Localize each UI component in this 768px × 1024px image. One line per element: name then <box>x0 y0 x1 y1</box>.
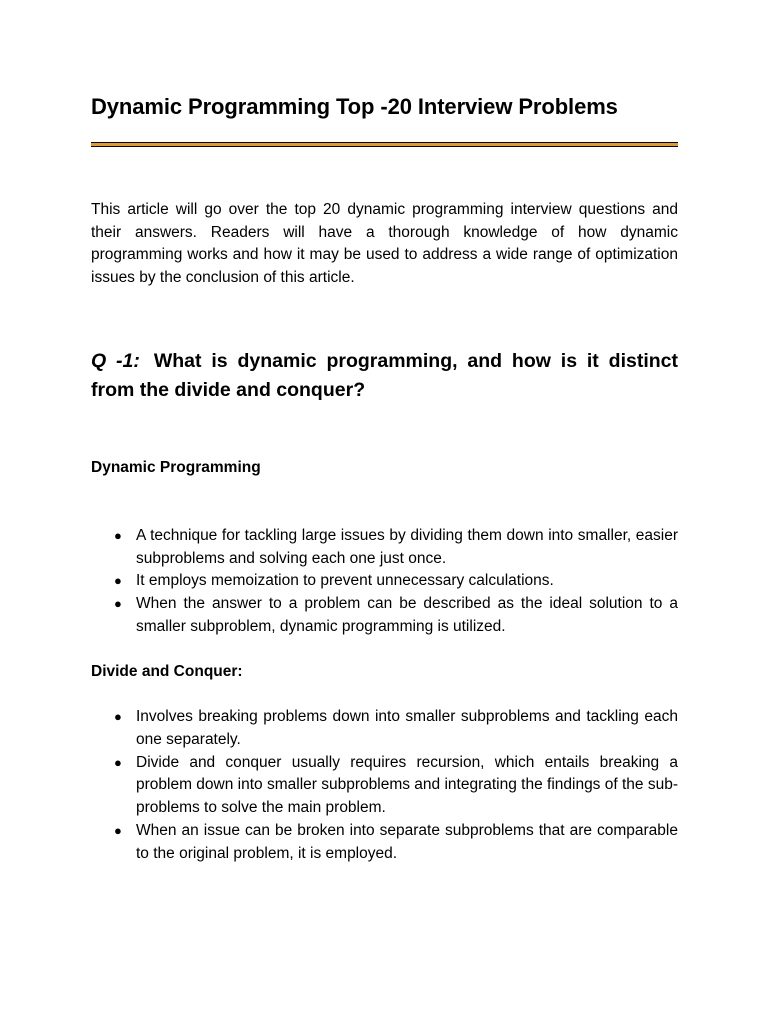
bullet-icon: ● <box>114 573 122 589</box>
list-item <box>114 820 678 865</box>
section-heading-divide-and-conquer: Divide and Conquer: <box>91 663 243 681</box>
page-title: Dynamic Programming Top -20 Interview Problems <box>91 94 618 119</box>
section-heading-dynamic-programming: Dynamic Programming <box>91 458 261 476</box>
list-item <box>114 570 678 593</box>
dynamic-programming-list <box>91 525 678 639</box>
bullet-icon: ● <box>114 527 122 543</box>
question-heading <box>91 347 678 405</box>
list-item <box>114 706 678 751</box>
bullet-icon: ● <box>114 822 122 838</box>
title-divider <box>91 142 678 147</box>
bullet-icon: ● <box>114 754 122 770</box>
bullet-icon: ● <box>114 709 122 725</box>
divide-and-conquer-list <box>91 706 678 865</box>
list-item-text: It employs memoization to prevent unnecessary calculations. <box>136 572 554 590</box>
list-item-text: Involves breaking problems down into smaller subproblems and tackling each one separately. <box>136 708 678 749</box>
intro-paragraph: This article will go over the top 20 dynamic programming interview questions and their answers. Readers will have a thorough knowledge of how dynamic programming works and how it may be used to address a wide range of optimization issues by the conclusion of this article. <box>91 201 678 287</box>
question-label: Q -1: <box>91 349 140 372</box>
list-item <box>114 752 678 820</box>
list-item-text: Divide and conquer usually requires recursion, which entails breaking a problem down into smaller subproblems and integrating the findings of the sub-problems to solve the main problem. <box>136 753 678 817</box>
bullet-icon: ● <box>114 595 122 611</box>
list-item <box>114 593 678 638</box>
list-item-text: When the answer to a problem can be described as the ideal solution to a smaller subproblem, dynamic programming is utilized. <box>136 594 678 635</box>
list-item <box>114 525 678 570</box>
list-item-text: When an issue can be broken into separate subproblems that are comparable to the original problem, it is employed. <box>136 821 678 862</box>
question-text: What is dynamic programming, and how is it distinct from the divide and conquer? <box>91 349 678 401</box>
list-item-text: A technique for tackling large issues by dividing them down into smaller, easier subproblems and solving each one just once. <box>136 526 678 567</box>
